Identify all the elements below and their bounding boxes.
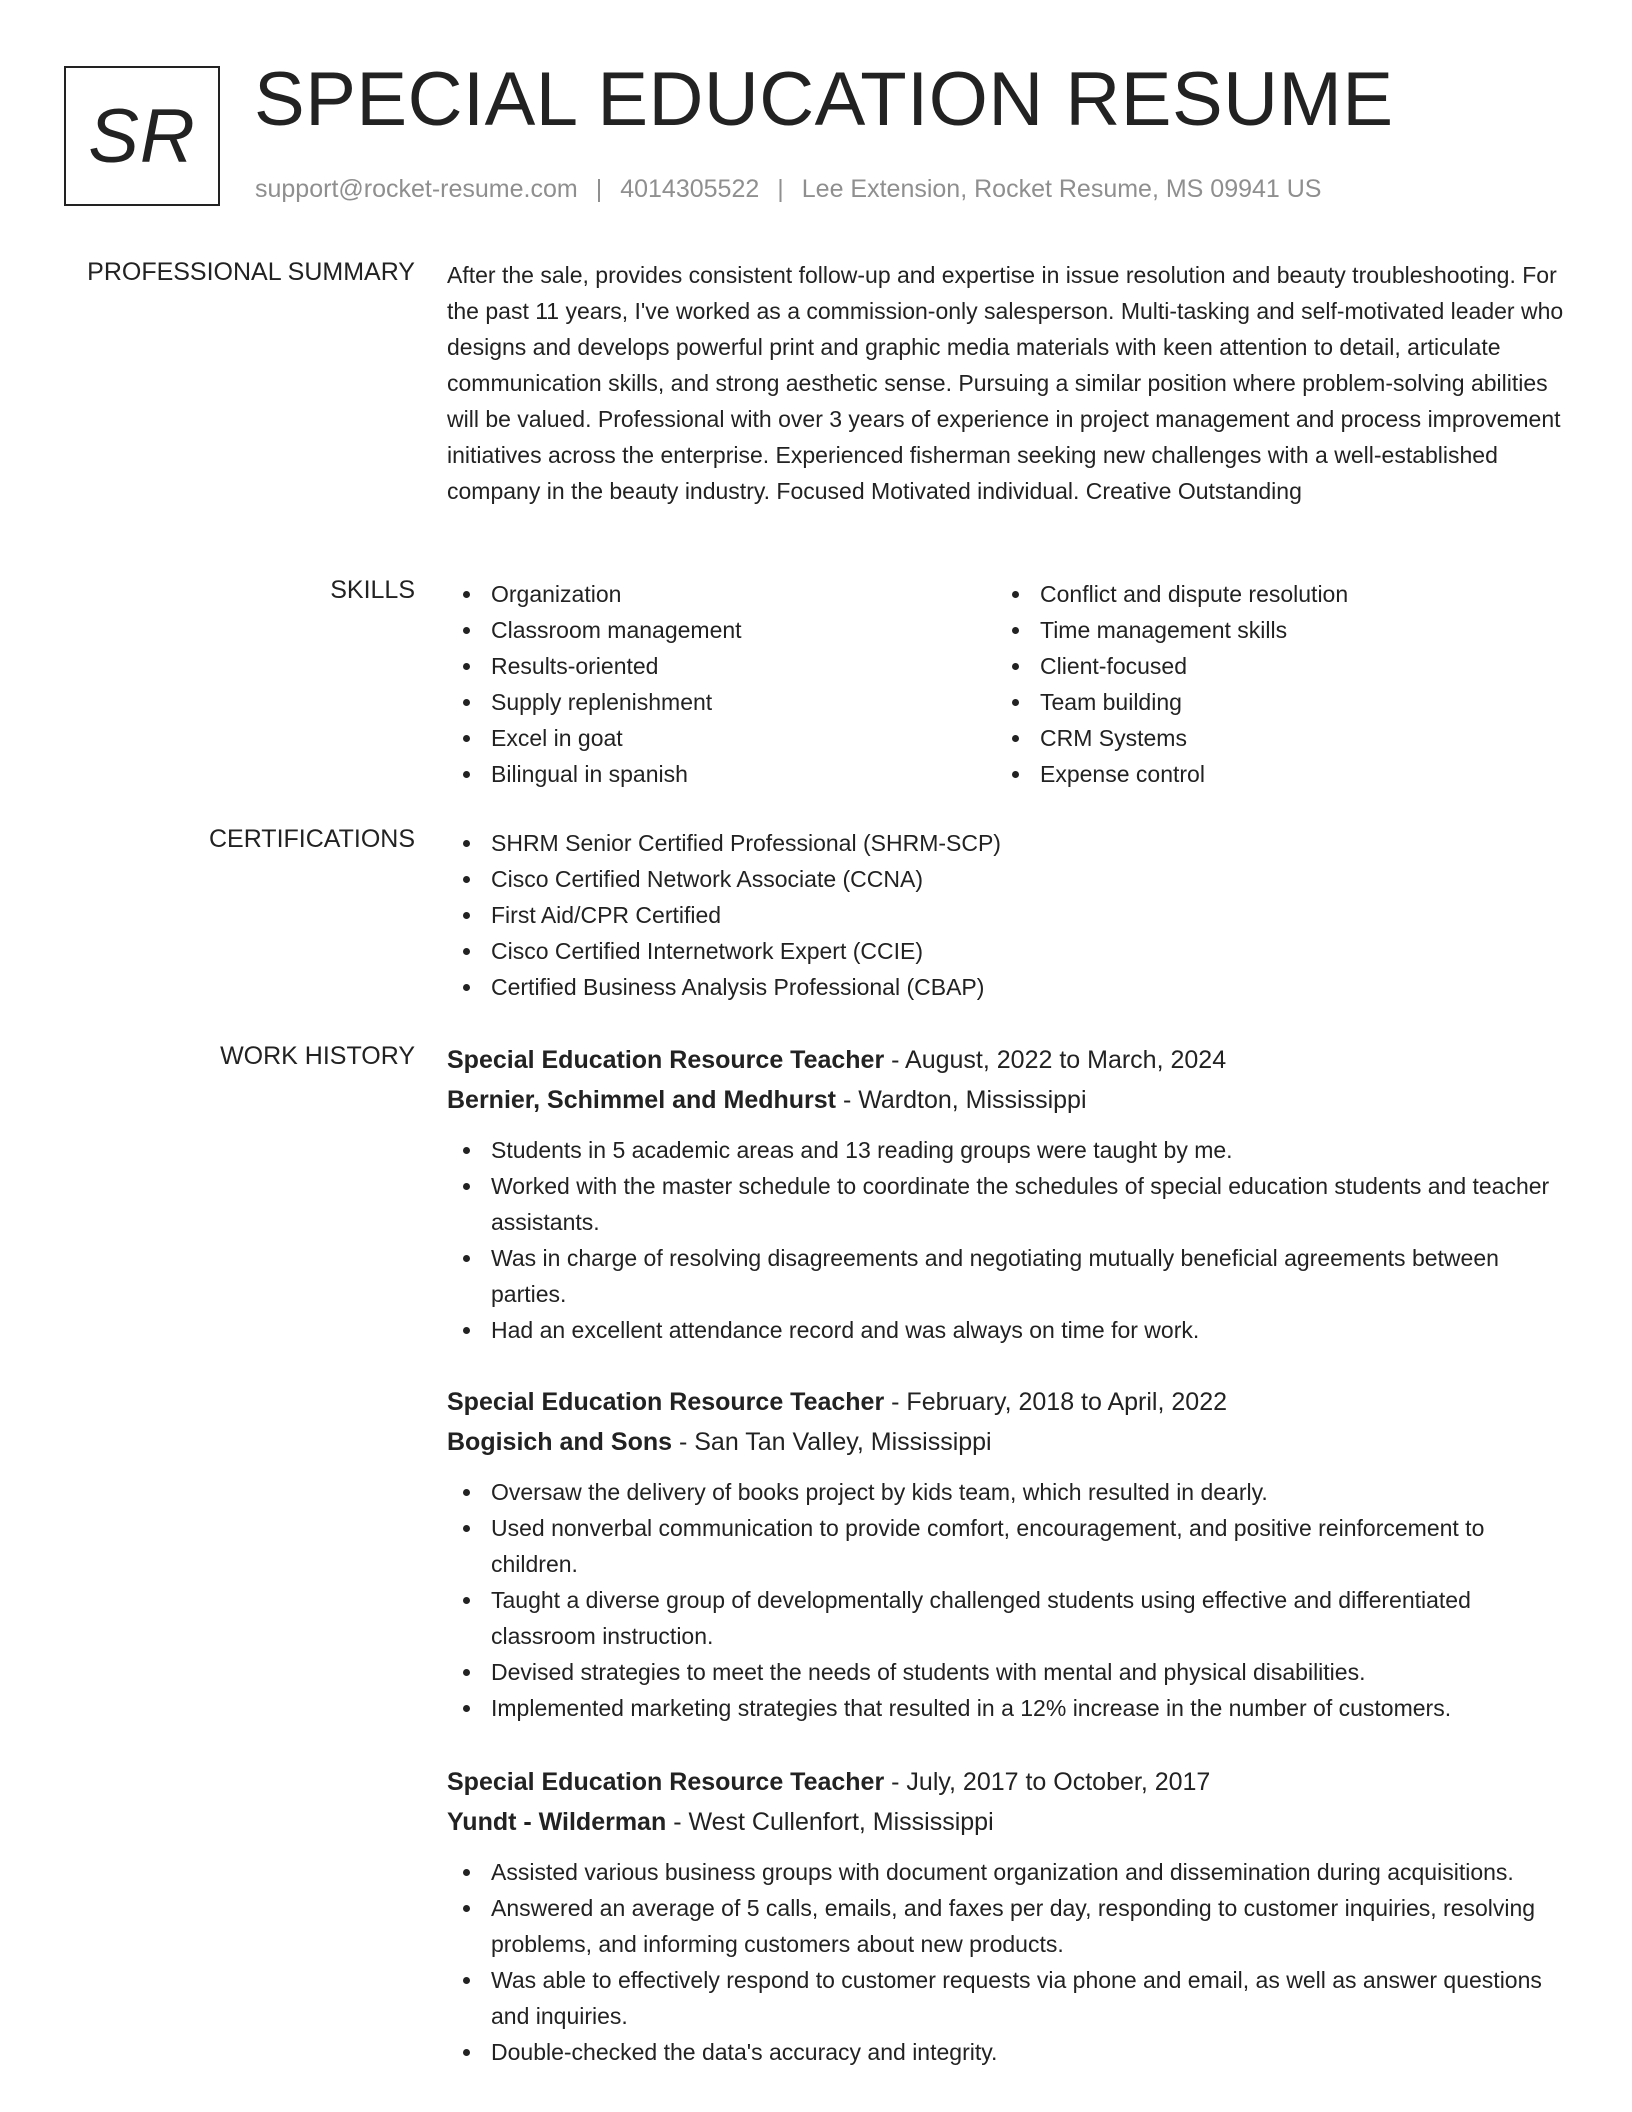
job-location: - San Tan Valley, Mississippi [678, 1428, 992, 1456]
list-item: Team building [996, 684, 1545, 720]
resume-title: SPECIAL EDUCATION RESUME [254, 57, 1394, 142]
resume-header [0, 0, 1632, 230]
job-title: Special Education Resource Teacher [447, 1768, 885, 1796]
list-item: Double-checked the data's accuracy and integrity. [447, 2034, 1567, 2070]
list-item: CRM Systems [996, 720, 1545, 756]
list-item: Was able to effectively respond to customer requests via phone and email, as well as answer questions and inquiries. [447, 1962, 1567, 2034]
contact-email[interactable]: support@rocket-resume.com [255, 175, 578, 203]
job-title: Special Education Resource Teacher [447, 1388, 885, 1416]
contact-line [255, 175, 1321, 204]
list-item: Client-focused [996, 648, 1545, 684]
list-item: Implemented marketing strategies that resulted in a 12% increase in the number of customers. [447, 1690, 1567, 1726]
list-item: Conflict and dispute resolution [996, 576, 1545, 612]
list-item: Expense control [996, 756, 1545, 792]
skills-heading: SKILLS [330, 576, 415, 604]
list-item: Excel in goat [447, 720, 996, 756]
list-item: Students in 5 academic areas and 13 reading groups were taught by me. [447, 1132, 1567, 1168]
list-item: Bilingual in spanish [447, 756, 996, 792]
list-item: Supply replenishment [447, 684, 996, 720]
job-bullets [447, 1474, 1567, 1726]
list-item: Devised strategies to meet the needs of students with mental and physical disabilities. [447, 1654, 1567, 1690]
job-company: Bernier, Schimmel and Medhurst [447, 1086, 836, 1114]
skills-list-right [996, 576, 1545, 792]
summary-text: After the sale, provides consistent follow-up and expertise in issue resolution and beauty troubleshooting. For the past 11 years, I've worked as a commission-only salesperson. Multi-tasking and self-motivated leader who designs and develops powerful print and graphic media materials with keen attention to detail, articulate communication skills, and strong aesthetic sense. Pursuing a similar position where problem-solving abilities will be valued. Professional with over 3 years of experience in project management and process improvement initiatives across the enterprise. Experienced fisherman seeking new challenges with a well-established company in the beauty industry. Focused Motivated individual. Creative Outstanding [447, 262, 1564, 504]
job-dates: - July, 2017 to October, 2017 [891, 1768, 1211, 1796]
job-dates: - August, 2022 to March, 2024 [891, 1046, 1227, 1074]
job-title: Special Education Resource Teacher [447, 1046, 885, 1074]
list-item: Cisco Certified Network Associate (CCNA) [447, 861, 1567, 897]
list-item: Assisted various business groups with document organization and dissemination during acquisitions. [447, 1854, 1567, 1890]
job-company-line [447, 1422, 1567, 1462]
list-item: Classroom management [447, 612, 996, 648]
list-item: Results-oriented [447, 648, 996, 684]
job-bullets [447, 1132, 1567, 1348]
list-item: Worked with the master schedule to coordinate the schedules of special education students and teacher assistants. [447, 1168, 1567, 1240]
job-entry [447, 1382, 1567, 1726]
list-item: Cisco Certified Internetwork Expert (CCIE) [447, 933, 1567, 969]
skills-list-left [447, 576, 996, 792]
job-company: Bogisich and Sons [447, 1428, 673, 1456]
list-item: Certified Business Analysis Professional (CBAP) [447, 969, 1567, 1005]
job-bullets [447, 1854, 1567, 2070]
list-item: Answered an average of 5 calls, emails, and faxes per day, responding to customer inquiries, resolving problems, and informing customers about new products. [447, 1890, 1567, 1962]
list-item: Had an excellent attendance record and was always on time for work. [447, 1312, 1567, 1348]
list-item: Organization [447, 576, 996, 612]
contact-address: Lee Extension, Rocket Resume, MS 09941 US [801, 175, 1322, 203]
job-location: - Wardton, Mississippi [842, 1086, 1087, 1114]
job-title-line [447, 1382, 1567, 1422]
job-entry [447, 1040, 1567, 1348]
certifications-list [447, 825, 1567, 1005]
work-history-heading: WORK HISTORY [220, 1042, 415, 1070]
contact-phone[interactable]: 4014305522 [620, 175, 760, 203]
list-item: SHRM Senior Certified Professional (SHRM-SCP) [447, 825, 1567, 861]
job-dates: - February, 2018 to April, 2022 [891, 1388, 1227, 1416]
list-item: Used nonverbal communication to provide comfort, encouragement, and positive reinforcement to children. [447, 1510, 1567, 1582]
summary-heading: PROFESSIONAL SUMMARY [87, 258, 415, 286]
job-title-line [447, 1040, 1567, 1080]
job-company-line [447, 1802, 1567, 1842]
monogram-logo: SR [64, 66, 220, 206]
job-entry [447, 1762, 1567, 2070]
list-item: Time management skills [996, 612, 1545, 648]
list-item: First Aid/CPR Certified [447, 897, 1567, 933]
list-item: Taught a diverse group of developmentally challenged students using effective and differentiated classroom instruction. [447, 1582, 1567, 1654]
list-item: Oversaw the delivery of books project by kids team, which resulted in dearly. [447, 1474, 1567, 1510]
contact-separator: | [777, 175, 784, 203]
job-location: - West Cullenfort, Mississippi [673, 1808, 994, 1836]
job-company: Yundt - Wilderman [447, 1808, 667, 1836]
job-company-line [447, 1080, 1567, 1120]
contact-separator: | [595, 175, 603, 203]
certifications-heading: CERTIFICATIONS [208, 825, 415, 853]
list-item: Was in charge of resolving disagreements and negotiating mutually beneficial agreements between parties. [447, 1240, 1567, 1312]
job-title-line [447, 1762, 1567, 1802]
